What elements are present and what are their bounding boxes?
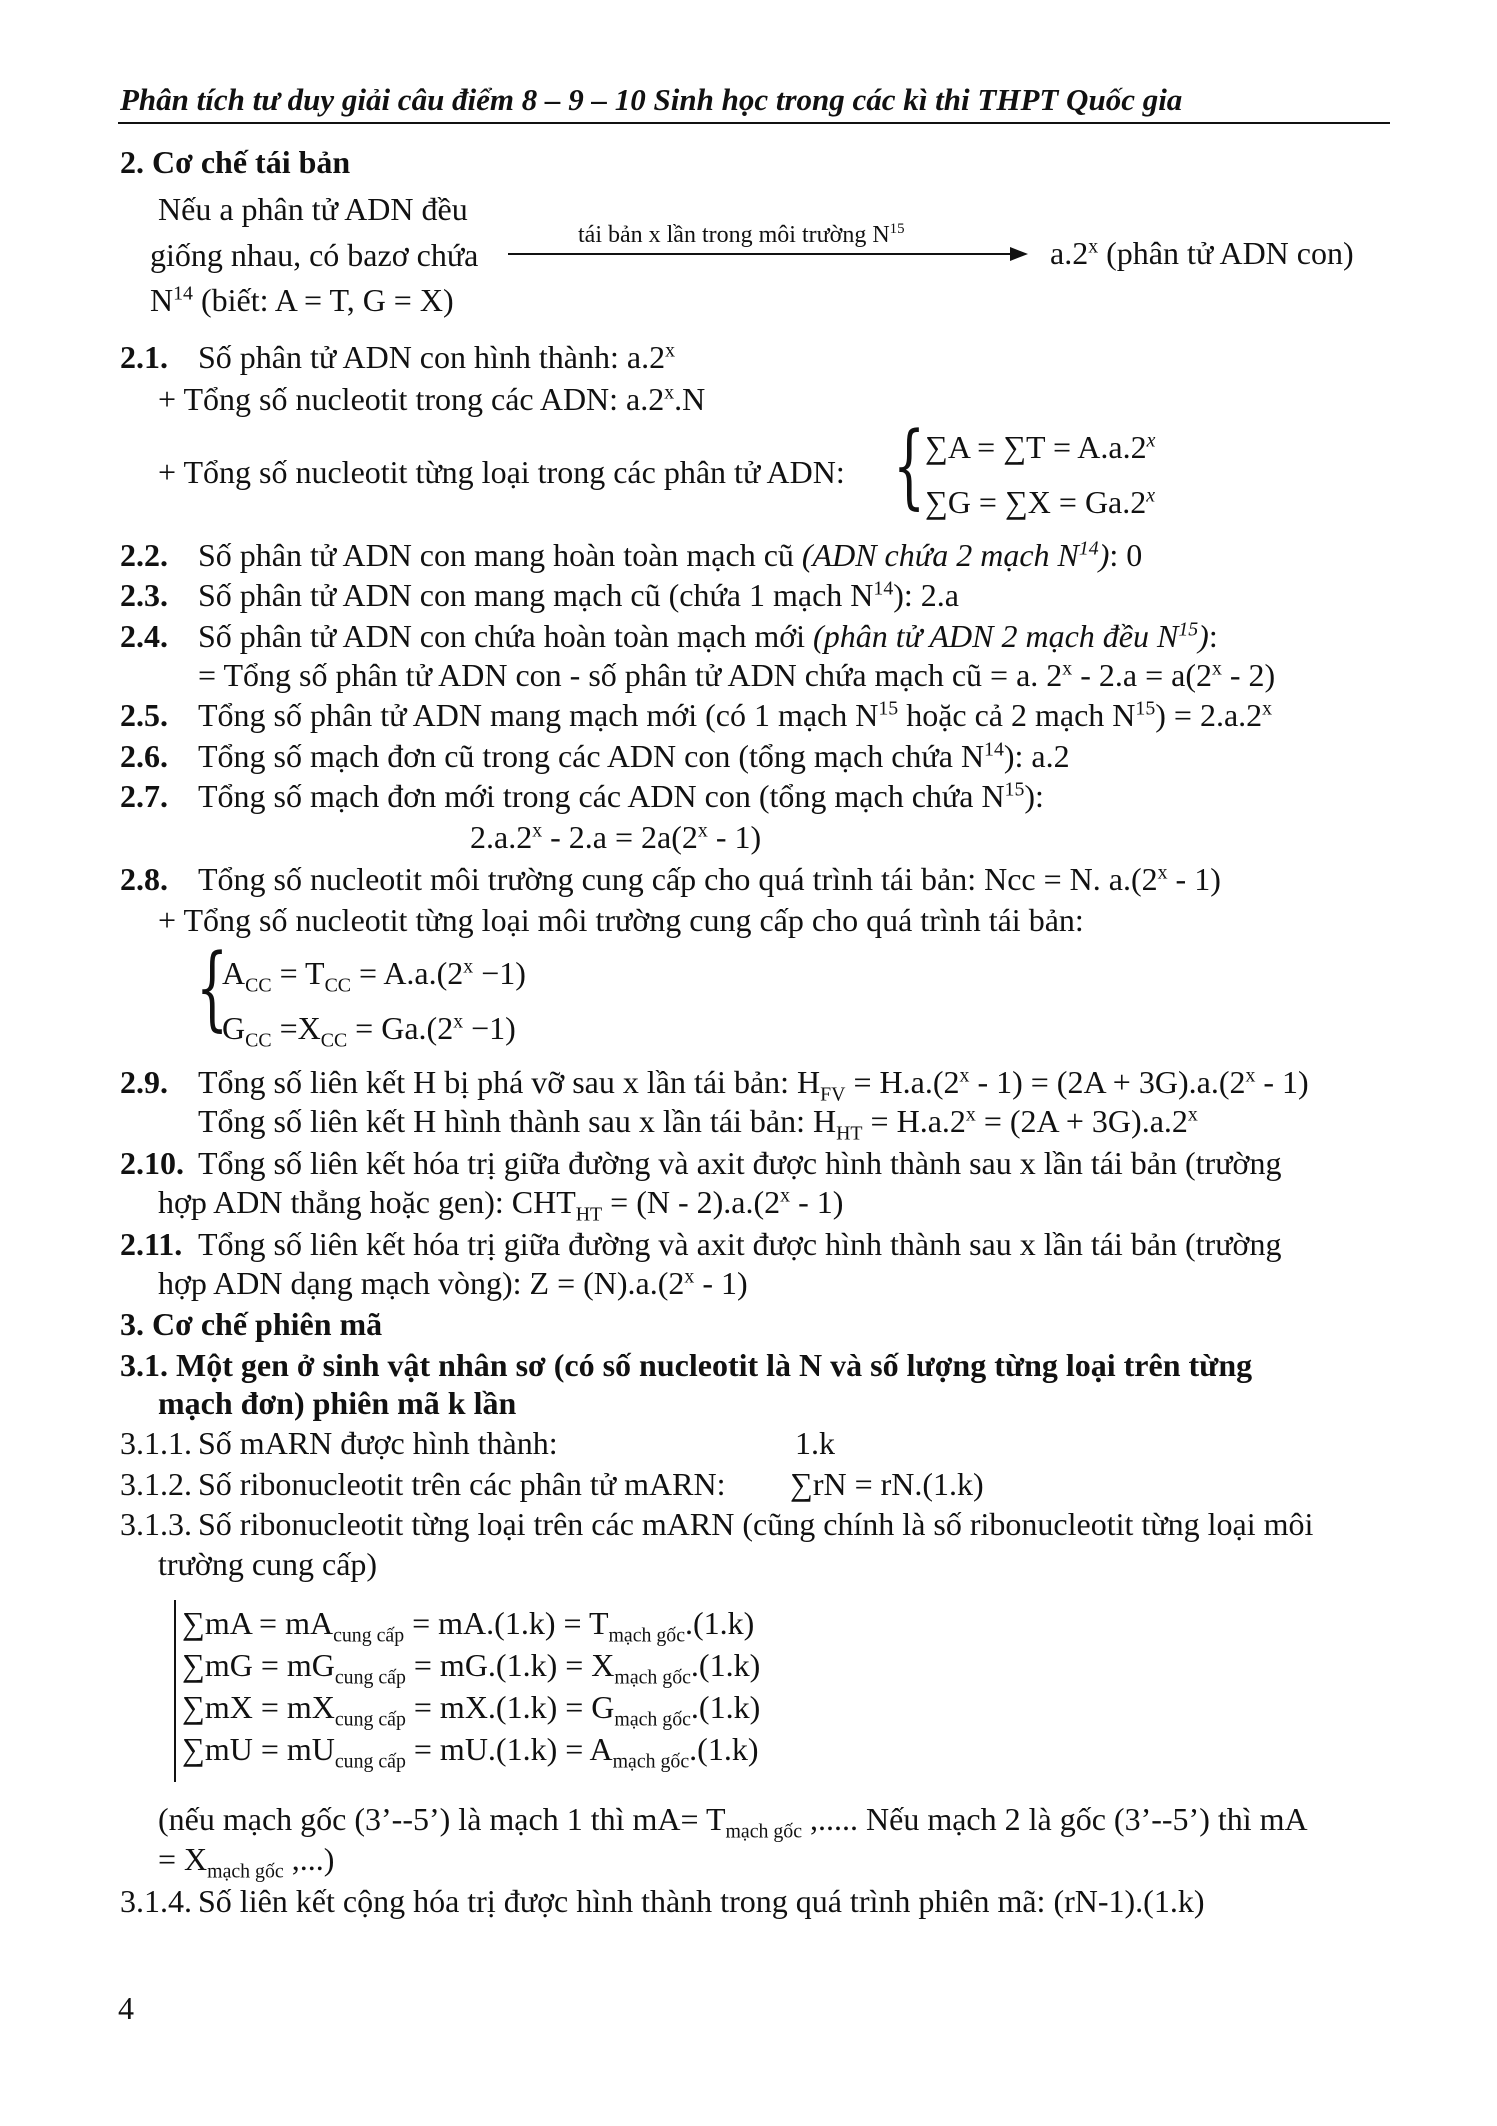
system-equation: $\sum mU = mU_{cung cấp} = mU.(1.k) = A_{mạch gốc}.(1.k)$	[182, 1731, 759, 1773]
note-text: = $X_{mạch gốc}$ ,...)	[158, 1841, 335, 1883]
arrow-line	[508, 253, 1013, 255]
header-rule	[118, 122, 1390, 124]
item-text: Số phân tử ADN con hình thành: a.2$^x$	[198, 339, 675, 375]
intro-line-1: Nếu a phân tử ADN đều	[158, 191, 468, 227]
system-bracket	[174, 1600, 176, 1782]
arrow-result: a.2$^x$ (phân tử ADN con)	[1050, 235, 1354, 271]
item-text: Tổng số mạch đơn cũ trong các ADN con (tổng mạch chứa $N^{14}$): a.2	[198, 738, 1070, 774]
page-number: 4	[118, 1990, 134, 2026]
item-text: Tổng số liên kết H bị phá vỡ sau x lần tái bản: $H_{FV} = H.a.(2^x - 1) = (2A + 3G).a.(2^x - 1)$	[198, 1064, 1309, 1106]
item-text: Tổng số liên kết H hình thành sau x lần tái bản: $H_{HT} = H.a.2^x = (2A + 3G).a.2^x$	[198, 1103, 1198, 1145]
item-number: 3.1.4.	[120, 1883, 192, 1919]
item-text: Số phân tử ADN con mang hoàn toàn mạch cũ (ADN chứa 2 mạch $N^{14}$): 0	[198, 537, 1143, 573]
item-number: 2.5.	[120, 697, 168, 733]
item-text: Số ribonucleotit trên các phân tử mARN:	[198, 1466, 726, 1502]
item-number: 2.10.	[120, 1145, 184, 1181]
system-equation: $G_{CC} =X_{CC} = Ga.(2^x -1)$	[222, 1010, 516, 1052]
system-brace: {	[893, 412, 926, 519]
item-text: Số liên kết cộng hóa trị được hình thành trong quá trình phiên mã: (rN-1).(1.k)	[198, 1883, 1205, 1919]
item-text: Số phân tử ADN con mang mạch cũ (chứa 1 mạch $N^{14}$): 2.a	[198, 577, 959, 613]
subsection-title: mạch đơn) phiên mã k lần	[158, 1385, 517, 1421]
item-number: 3.1.2.	[120, 1466, 192, 1502]
item-number: 2.4.	[120, 618, 168, 654]
item-text: Tổng số phân tử ADN mang mạch mới (có 1 mạch $N^{15}$ hoặc cả 2 mạch $N^{15}) = 2.a.2^x$	[198, 697, 1273, 733]
item-number: 2.7.	[120, 778, 168, 814]
item-value: 1.k	[795, 1425, 835, 1461]
item-text: hợp ADN dạng mạch vòng): $Z = (N).a.(2^x - 1)$	[158, 1265, 748, 1301]
item-text: Tổng số liên kết hóa trị giữa đường và axit được hình thành sau x lần tái bản (trường	[198, 1145, 1282, 1181]
item-number: 2.3.	[120, 577, 168, 613]
item-text: Tổng số liên kết hóa trị giữa đường và axit được hình thành sau x lần tái bản (trường	[198, 1226, 1282, 1262]
item-text: Số mARN được hình thành:	[198, 1425, 558, 1461]
item-number: 2.6.	[120, 738, 168, 774]
item-text: Số ribonucleotit từng loại trên các mARN (cũng chính là số ribonucleotit từng loại môi	[198, 1506, 1314, 1542]
system-equation: $\sum A = \sum T = A.a.2^x$	[925, 429, 1156, 465]
section-title: 3. Cơ chế phiên mã	[120, 1306, 383, 1342]
intro-line-3: $N^{14}$ (biết: A = T, G = X)	[150, 282, 454, 318]
system-equation: $\sum G = \sum X = Ga.2^x$	[925, 484, 1156, 520]
system-equation: $A_{CC} = T_{CC} = A.a.(2^x -1)$	[222, 955, 526, 997]
arrow-label: tái bản x lần trong môi trường $N^{15}$	[578, 221, 905, 248]
item-text: trường cung cấp)	[158, 1546, 378, 1582]
item-number: 2.8.	[120, 861, 168, 897]
item-bullet: + Tổng số nucleotit từng loại trong các phân tử ADN:	[158, 454, 845, 490]
item-formula: $2.a.2^x - 2.a = 2a(2^x - 1)$	[470, 819, 762, 855]
intro-line-2: giống nhau, có bazơ chứa	[150, 237, 479, 273]
item-text: hợp ADN thẳng hoặc gen): $CHT_{HT} = (N - 2).a.(2^x - 1)$	[158, 1184, 844, 1226]
item-number: 2.9.	[120, 1064, 168, 1100]
item-text: Tổng số nucleotit môi trường cung cấp cho quá trình tái bản: Ncc = N. a.(2$^x$ - 1)	[198, 861, 1221, 897]
item-number: 2.11.	[120, 1226, 183, 1262]
system-equation: $\sum mX = mX_{cung cấp} = mX.(1.k) = G_{mạch gốc}.(1.k)$	[182, 1689, 761, 1731]
system-brace: {	[196, 934, 229, 1041]
item-number: 2.2.	[120, 537, 168, 573]
note-text: (nếu mạch gốc (3’--5’) là mạch 1 thì $mA= T_{mạch gốc}$ ,..... Nếu mạch 2 là gốc (3’--5’) thì mA	[158, 1801, 1308, 1843]
subsection-title: 3.1. Một gen ở sinh vật nhân sơ (có số nucleotit là N và số lượng từng loại trên từng	[120, 1347, 1253, 1383]
item-number: 3.1.1.	[120, 1425, 192, 1461]
arrow-head-icon	[1010, 247, 1028, 261]
item-number: 3.1.3.	[120, 1506, 192, 1542]
system-equation: $\sum mG = mG_{cung cấp} = mG.(1.k) = X_{mạch gốc}.(1.k)$	[182, 1647, 761, 1689]
item-text: Tổng số mạch đơn mới trong các ADN con (tổng mạch chứa $N^{15}$):	[198, 778, 1044, 814]
item-formula: = Tổng số phân tử ADN con - số phân tử ADN chứa mạch cũ = a. $2^x - 2.a = a(2^x - 2)$	[198, 657, 1276, 693]
system-equation: $\sum mA = mA_{cung cấp} = mA.(1.k) = T_{mạch gốc}.(1.k)$	[182, 1605, 755, 1647]
item-bullet: + Tổng số nucleotit trong các ADN: a.2$^x$.N	[158, 381, 706, 417]
item-value: ∑rN = rN.(1.k)	[790, 1466, 984, 1502]
section-title: 2. Cơ chế tái bản	[120, 144, 351, 180]
running-header: Phân tích tư duy giải câu điểm 8 – 9 – 10 Sinh học trong các kì thi THPT Quốc gia	[120, 82, 1183, 117]
item-text: Số phân tử ADN con chứa hoàn toàn mạch mới (phân tử ADN 2 mạch đều $N^{15}$):	[198, 618, 1218, 654]
item-bullet: + Tổng số nucleotit từng loại môi trường cung cấp cho quá trình tái bản:	[158, 902, 1084, 938]
item-number: 2.1.	[120, 339, 168, 375]
